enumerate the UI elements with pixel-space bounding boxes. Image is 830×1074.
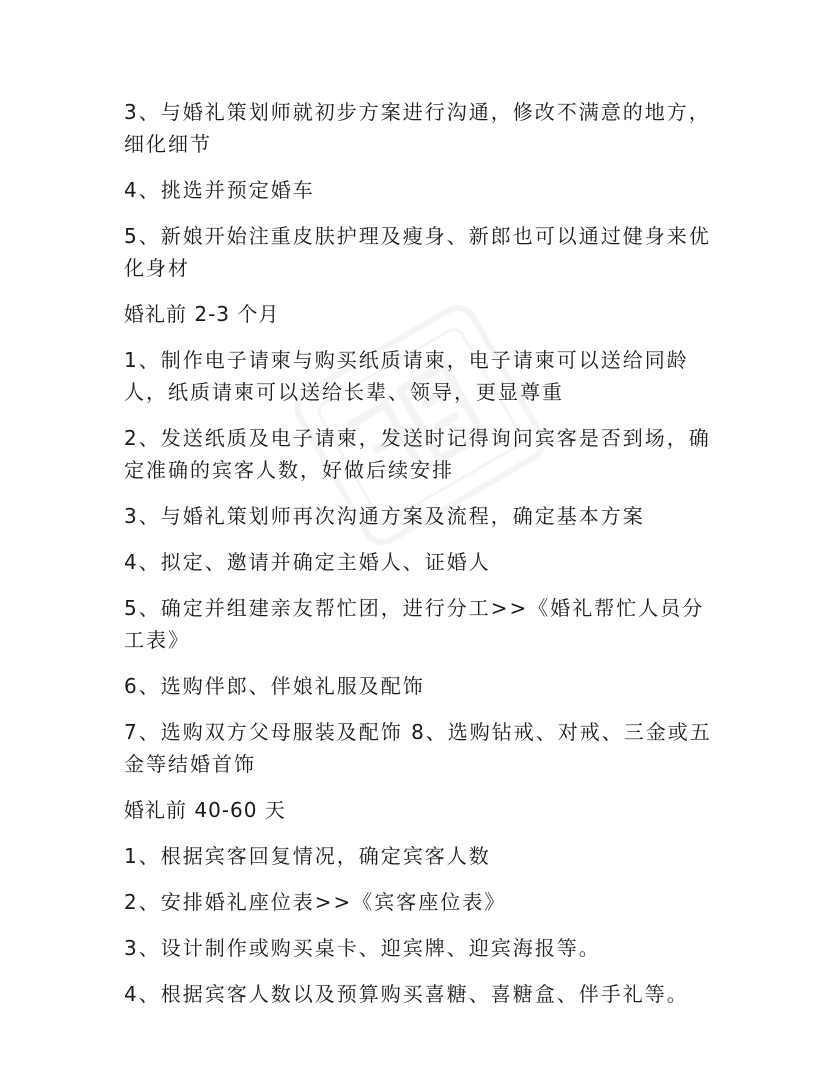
paragraph-planner-confirm: 3、与婚礼策划师再次沟通方案及流程，确定基本方案 <box>124 504 645 528</box>
paragraph-helper-team: 5、确定并组建亲友帮忙团，进行分工>>《婚礼帮忙人员分工表》 <box>124 596 705 652</box>
paragraph-parents-attire-rings: 7、选购双方父母服装及配饰 8、选购钻戒、对戒、三金或五金等结婚首饰 <box>124 720 712 776</box>
paragraph-step-4-wedding-car: 4、挑选并预定婚车 <box>124 178 315 202</box>
paragraph-invitations-make: 1、制作电子请柬与购买纸质请柬，电子请柬可以送给同龄人，纸质请柬可以送给长辈、领导，更显尊重 <box>124 348 689 404</box>
paragraph-guest-count: 1、根据宾客回复情况，确定宾客人数 <box>124 844 491 868</box>
paragraph-seating-chart: 2、安排婚礼座位表>>《宾客座位表》 <box>124 890 507 914</box>
section-heading-2-3-months: 婚礼前 2-3 个月 <box>124 302 280 326</box>
document-body <box>124 96 724 1024</box>
paragraph-table-cards: 3、设计制作或购买桌卡、迎宾牌、迎宾海报等。 <box>124 936 601 960</box>
section-heading-40-60-days: 婚礼前 40-60 天 <box>124 798 286 822</box>
paragraph-invitations-send: 2、发送纸质及电子请柬，发送时记得询问宾客是否到场，确定准确的宾客人数，好做后续安排 <box>124 426 711 482</box>
paragraph-step-3-planner-discussion: 3、与婚礼策划师就初步方案进行沟通，修改不满意的地方，细化细节 <box>124 100 711 156</box>
paragraph-groomsmen-bridesmaids: 6、选购伴郎、伴娘礼服及配饰 <box>124 674 425 698</box>
paragraph-candy-gifts: 4、根据宾客人数以及预算购买喜糖、喜糖盒、伴手礼等。 <box>124 982 689 1006</box>
paragraph-officiant-witness: 4、拟定、邀请并确定主婚人、证婚人 <box>124 550 491 574</box>
paragraph-step-5-skin-care: 5、新娘开始注重皮肤护理及瘦身、新郎也可以通过健身来优化身材 <box>124 224 711 280</box>
